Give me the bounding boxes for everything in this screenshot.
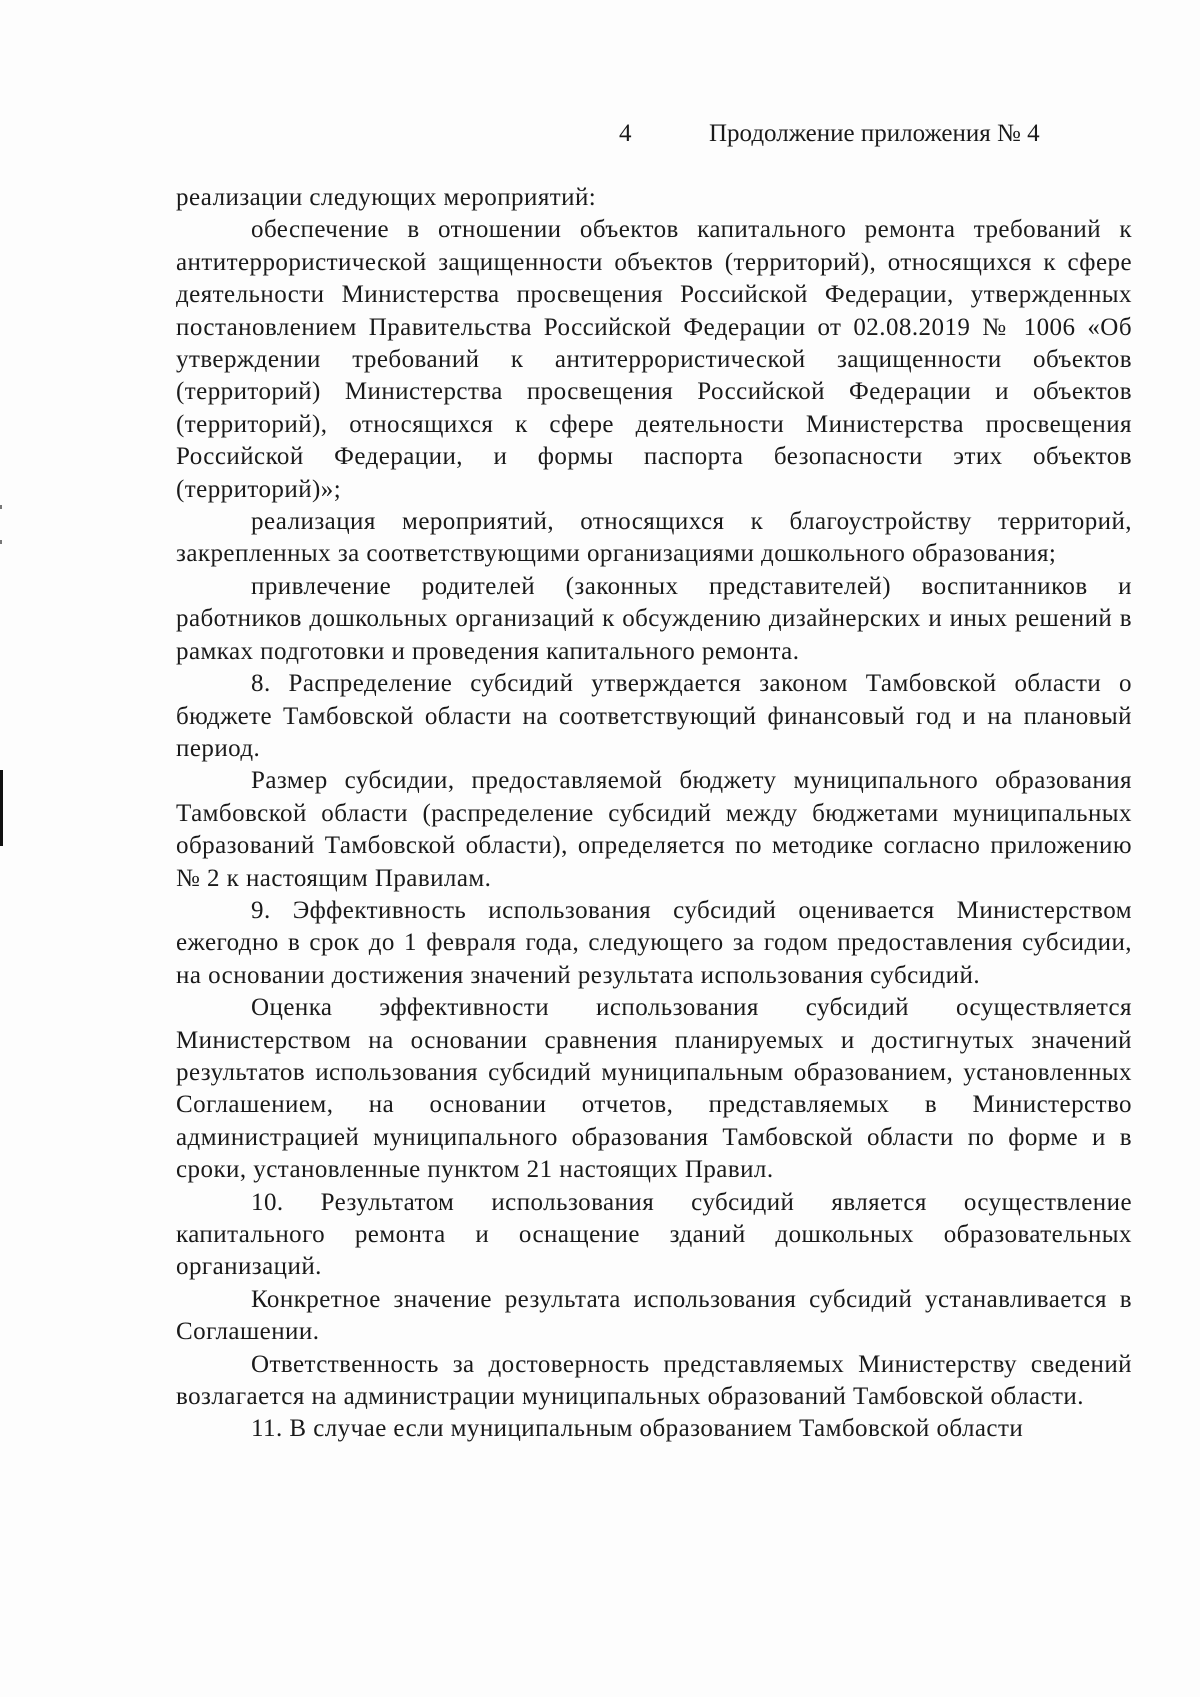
scan-mark [0, 540, 2, 544]
page-header [0, 120, 1200, 154]
paragraph: Ответственность за достоверность представляемых Министерству сведений возлагается на администрации муниципальных образований Тамбовской области. [176, 1350, 1132, 1411]
paragraph: 9. Эффективность использования субсидий оценивается Министерством ежегодно в срок до 1 февраля года, следующего за годом предоставления субсидии, на основании достижения значений результата использования субсидий. [176, 896, 1132, 989]
paragraph: реализация мероприятий, относящихся к благоустройству территорий, закрепленных за соответствующими организациями дошкольного образования; [176, 508, 1132, 568]
paragraph: 10. Результатом использования субсидий является осуществление капитального ремонта и оснащение зданий дошкольных образовательных организаций. [176, 1188, 1132, 1281]
paragraph: Размер субсидии, предоставляемой бюджету муниципального образования Тамбовской области (распределение субсидий между бюджетами муниципальных образований Тамбовской области), определяется по методике согласно приложению № 2 к настоящим Правилам. [176, 767, 1132, 892]
paragraph: 8. Распределение субсидий утверждается законом Тамбовской области о бюджете Тамбовской области на соответствующий финансовый год и на плановый период. [176, 670, 1132, 762]
appendix-continuation-label: Продолжение приложения № 4 [709, 120, 1040, 147]
page-number: 4 [619, 120, 632, 147]
paragraph: реализации следующих мероприятий: [176, 184, 597, 211]
binding-mark [0, 770, 3, 846]
document-body [176, 182, 1132, 1446]
paragraph: Конкретное значение результата использования субсидий устанавливается в Соглашении. [176, 1285, 1132, 1346]
scan-mark [0, 505, 2, 509]
paragraph: обеспечение в отношении объектов капитального ремонта требований к антитеррористической защищенности объектов (территорий), относящихся к сфере деятельности Министерства просвещения Российской Федерации, утвержденных постановлением Правительства Российской Федерации от 02.08.2019 № 1006 «Об утверждении требований к антитеррористической защищенности объектов (территорий) Министерства просвещения Российской Федерации и объектов (территорий), относящихся к сфере деятельности Министерства просвещения Российской Федерации, и формы паспорта безопасности этих объектов (территорий)»; [176, 216, 1132, 503]
paragraph: Оценка эффективности использования субсидий осуществляется Министерством на основании сравнения планируемых и достигнутых значений результатов использования субсидий муниципальным образованием, установленных Соглашением, на основании отчетов, представляемых в Министерство администрацией муниципального образования Тамбовской области по форме и в сроки, установленные пунктом 21 настоящих Правил. [176, 994, 1132, 1184]
paragraph: 11. В случае если муниципальным образованием Тамбовской области [251, 1415, 1024, 1443]
paragraph: привлечение родителей (законных представителей) воспитанников и работников дошкольных организаций к обсуждению дизайнерских и иных решений в рамках подготовки и проведения капитального ремонта. [176, 572, 1132, 665]
